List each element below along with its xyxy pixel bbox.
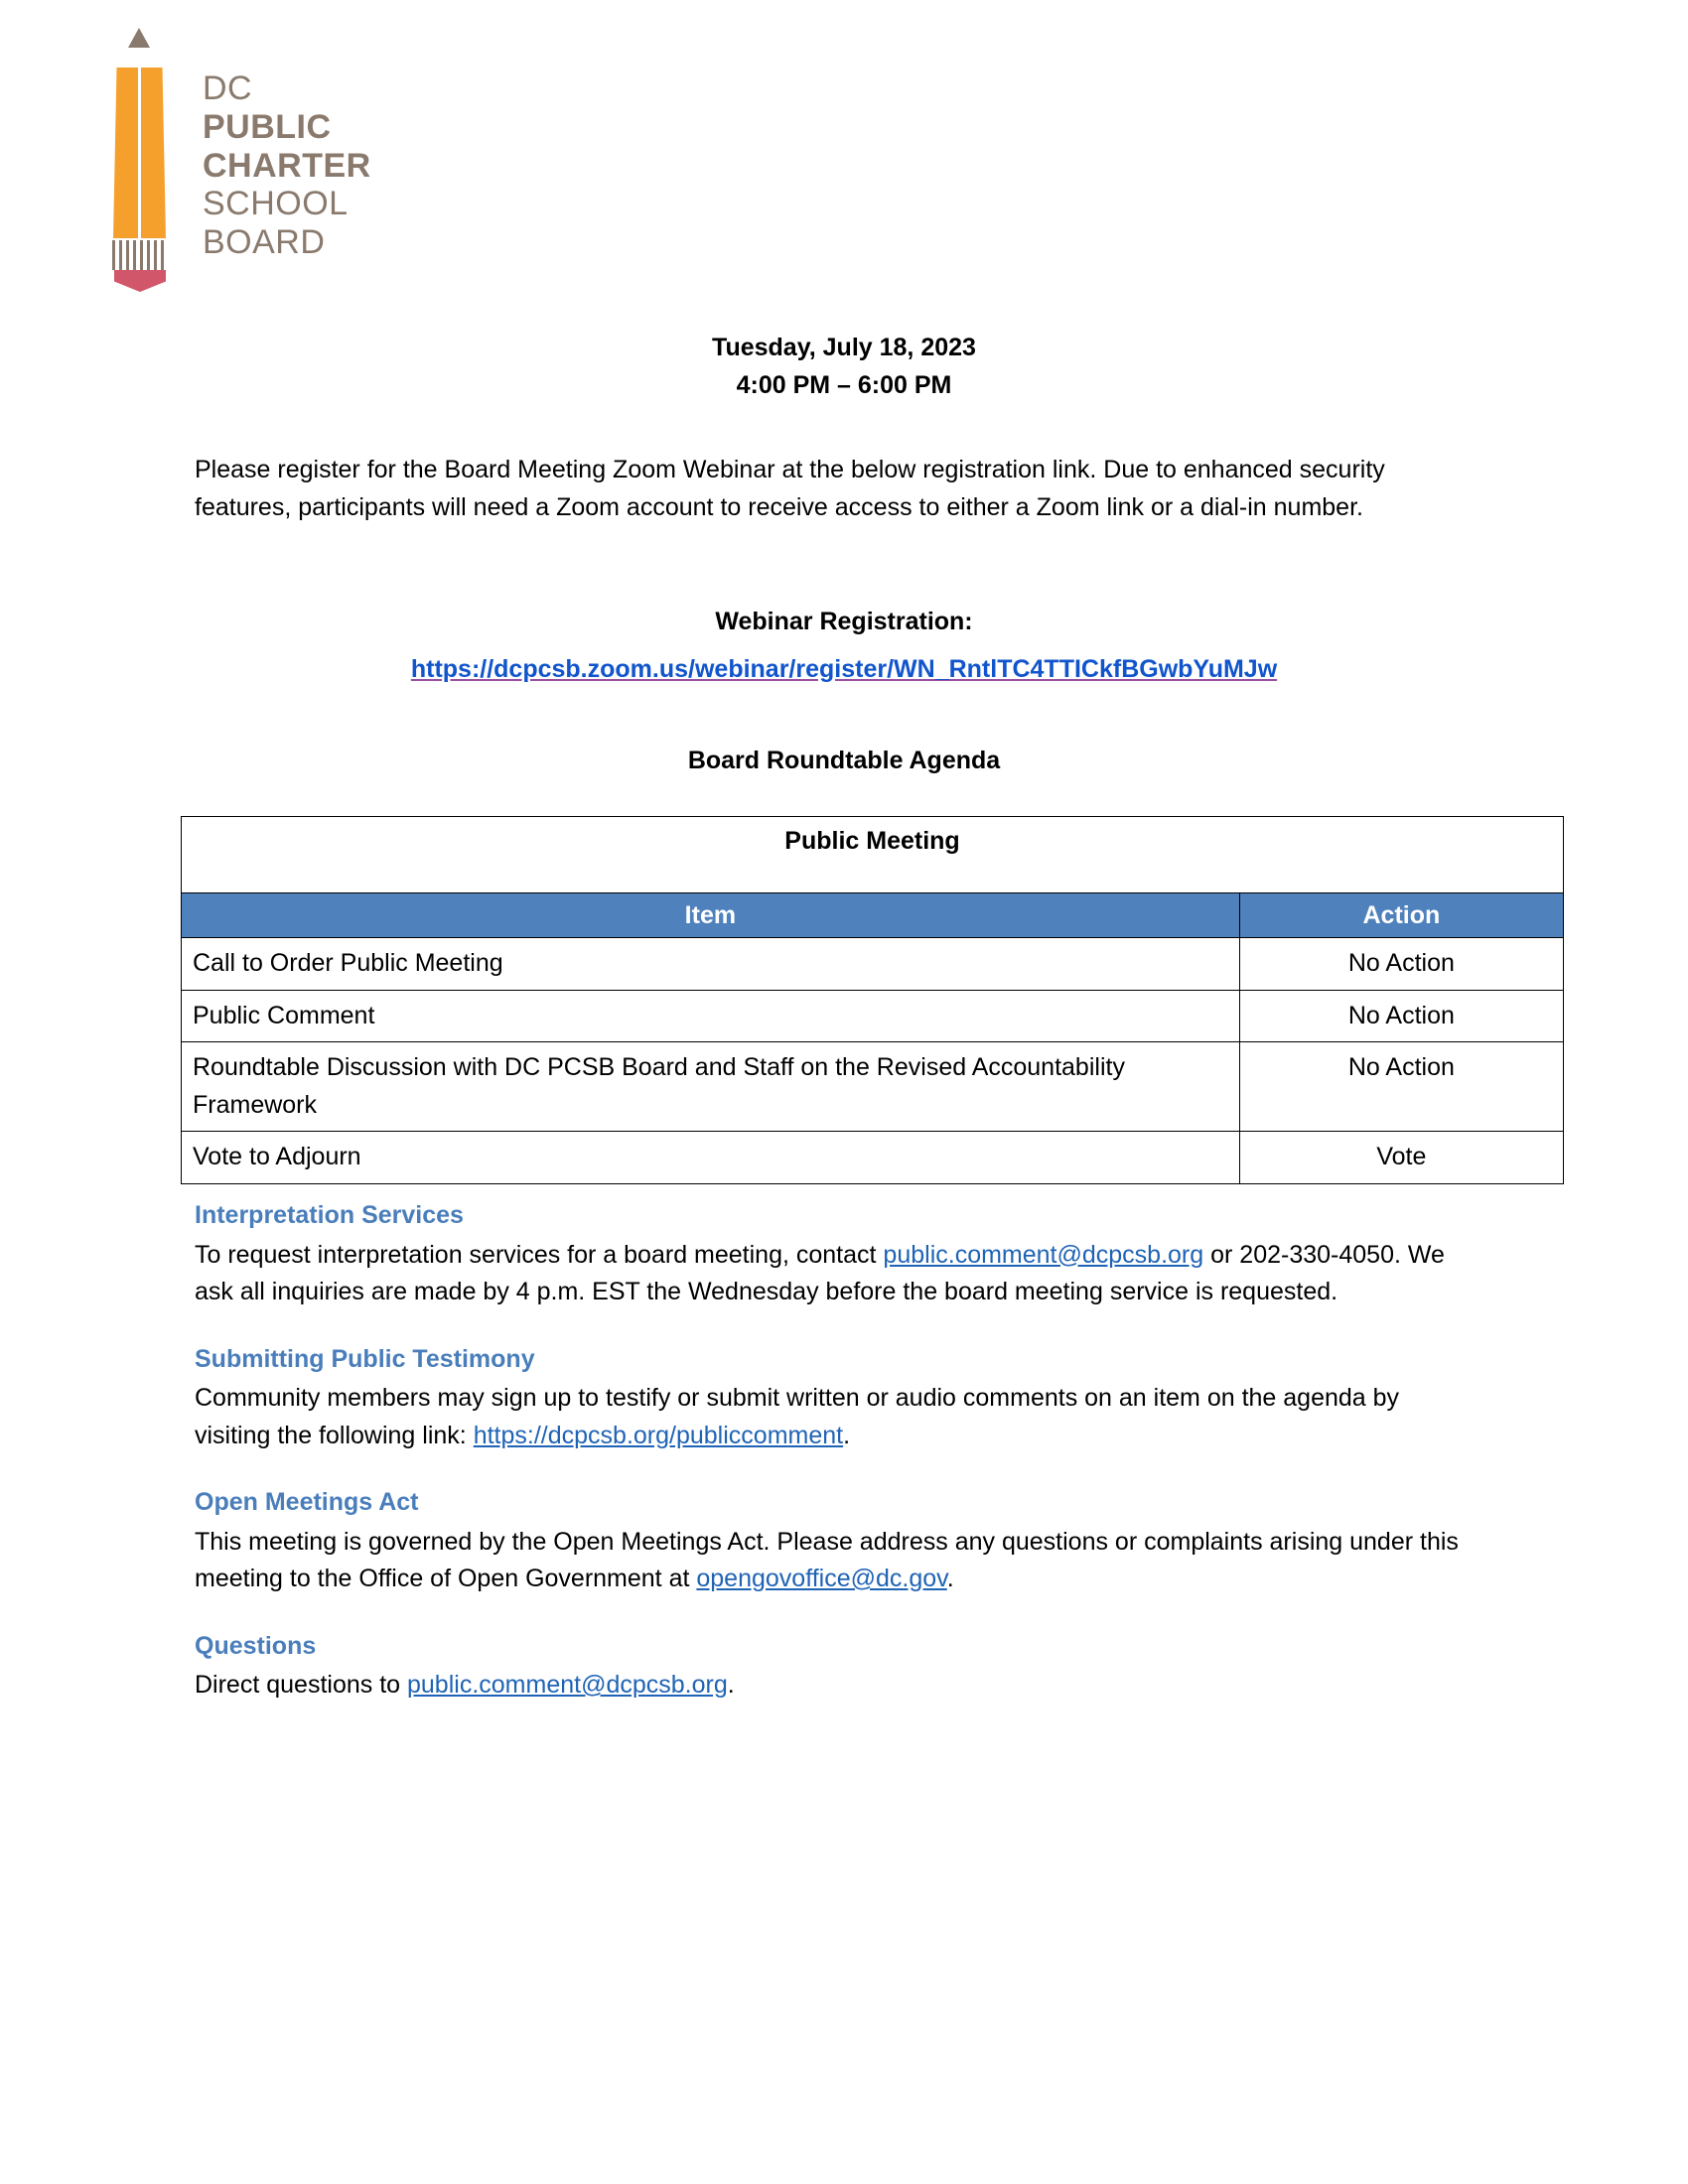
section-text-before-link: Direct questions to [195, 1671, 407, 1699]
webinar-registration-link[interactable]: https://dcpcsb.zoom.us/webinar/register/WN_RntlTC4TTICkfBGwbYuMJw [410, 654, 1278, 683]
column-header-item: Item [182, 893, 1240, 938]
section-submitting-public-testimony [195, 1341, 1480, 1455]
email-link-public-comment[interactable]: public.comment@dcpcsb.org [407, 1671, 728, 1699]
section-text-after-link: or 202-330-4050. We ask all inquiries are made by 4 p.m. EST the Wednesday before the board meeting service is requested. [195, 1240, 1445, 1305]
section-text-before-link: Community members may sign up to testify or submit written or audio comments on an item on the agenda by visiting the following link: [195, 1384, 1400, 1449]
section-text-before-link: This meeting is governed by the Open Meetings Act. Please address any questions or complaints arising under this meeting to the Office of Open Government at [195, 1527, 1459, 1592]
section-heading: Open Meetings Act [195, 1488, 419, 1516]
section-heading: Submitting Public Testimony [195, 1344, 535, 1373]
section-heading: Questions [195, 1631, 317, 1660]
agenda-table [181, 816, 1564, 1184]
agenda-item-label: Vote to Adjourn [182, 1132, 1240, 1184]
section-text-before-link: To request interpretation services for a board meeting, contact [195, 1240, 884, 1269]
section-body [195, 1380, 1480, 1454]
pencil-body-left-icon [113, 68, 138, 238]
section-heading: Interpretation Services [195, 1201, 464, 1229]
email-link-opengovoffice[interactable]: opengovoffice@dc.gov [696, 1565, 947, 1592]
logo-line-board: BOARD [203, 223, 326, 261]
agenda-item-label: Roundtable Discussion with DC PCSB Board and Staff on the Revised Accountability Framework [182, 1042, 1240, 1132]
webinar-registration-block [0, 604, 1688, 684]
agenda-title: Board Roundtable Agenda [687, 747, 1001, 774]
table-row [182, 938, 1564, 991]
table-row [182, 1132, 1564, 1184]
column-header-action: Action [1239, 893, 1563, 938]
table-title-cell: Public Meeting [182, 817, 1564, 893]
logo-line-dc: DC [203, 69, 253, 107]
table-title-row [182, 817, 1564, 893]
dc-pcsb-logo [103, 28, 371, 288]
meeting-datetime [0, 330, 1688, 404]
agenda-item-label: Call to Order Public Meeting [182, 938, 1240, 991]
agenda-item-action: No Action [1239, 938, 1563, 991]
table-row [182, 990, 1564, 1042]
email-link-public-comment[interactable]: public.comment@dcpcsb.org [883, 1240, 1204, 1269]
agenda-item-action: No Action [1239, 1042, 1563, 1132]
pencil-tip-icon [128, 28, 150, 48]
public-comment-url-link[interactable]: https://dcpcsb.org/publiccomment [473, 1421, 844, 1449]
section-open-meetings-act [195, 1484, 1480, 1598]
section-questions [195, 1628, 1480, 1705]
agenda-item-label: Public Comment [182, 990, 1240, 1042]
logo-line-public: PUBLIC [203, 107, 332, 146]
section-body [195, 1237, 1480, 1311]
section-interpretation-services [195, 1197, 1480, 1311]
pencil-ferrule-icon [112, 240, 167, 270]
section-text-after-link: . [946, 1565, 954, 1592]
webinar-registration-heading: Webinar Registration: [715, 608, 973, 635]
agenda-item-action: No Action [1239, 990, 1563, 1042]
section-body [195, 1524, 1480, 1598]
agenda-item-action: Vote [1239, 1132, 1563, 1184]
pencil-eraser-icon [114, 270, 166, 292]
registration-instructions: Please register for the Board Meeting Zoom Webinar at the below registration link. Due to enhanced security features, participants will need a Zoom account to receive access to either a Zoom link or a dial-in number. [195, 456, 1385, 521]
logo-wordmark [203, 69, 371, 262]
info-sections [195, 1197, 1480, 1705]
section-text-after-link: . [843, 1421, 851, 1449]
table-header-row [182, 893, 1564, 938]
section-text-after-link: . [727, 1671, 735, 1699]
meeting-time: 4:00 PM – 6:00 PM [736, 370, 952, 399]
section-body [195, 1667, 1480, 1705]
agenda-title-block [0, 743, 1688, 780]
logo-line-charter: CHARTER [203, 146, 371, 185]
logo-line-school: SCHOOL [203, 185, 349, 223]
pencil-body-right-icon [141, 68, 166, 238]
table-row [182, 1042, 1564, 1132]
pencil-icon [103, 28, 175, 288]
meeting-date: Tuesday, July 18, 2023 [712, 334, 976, 361]
